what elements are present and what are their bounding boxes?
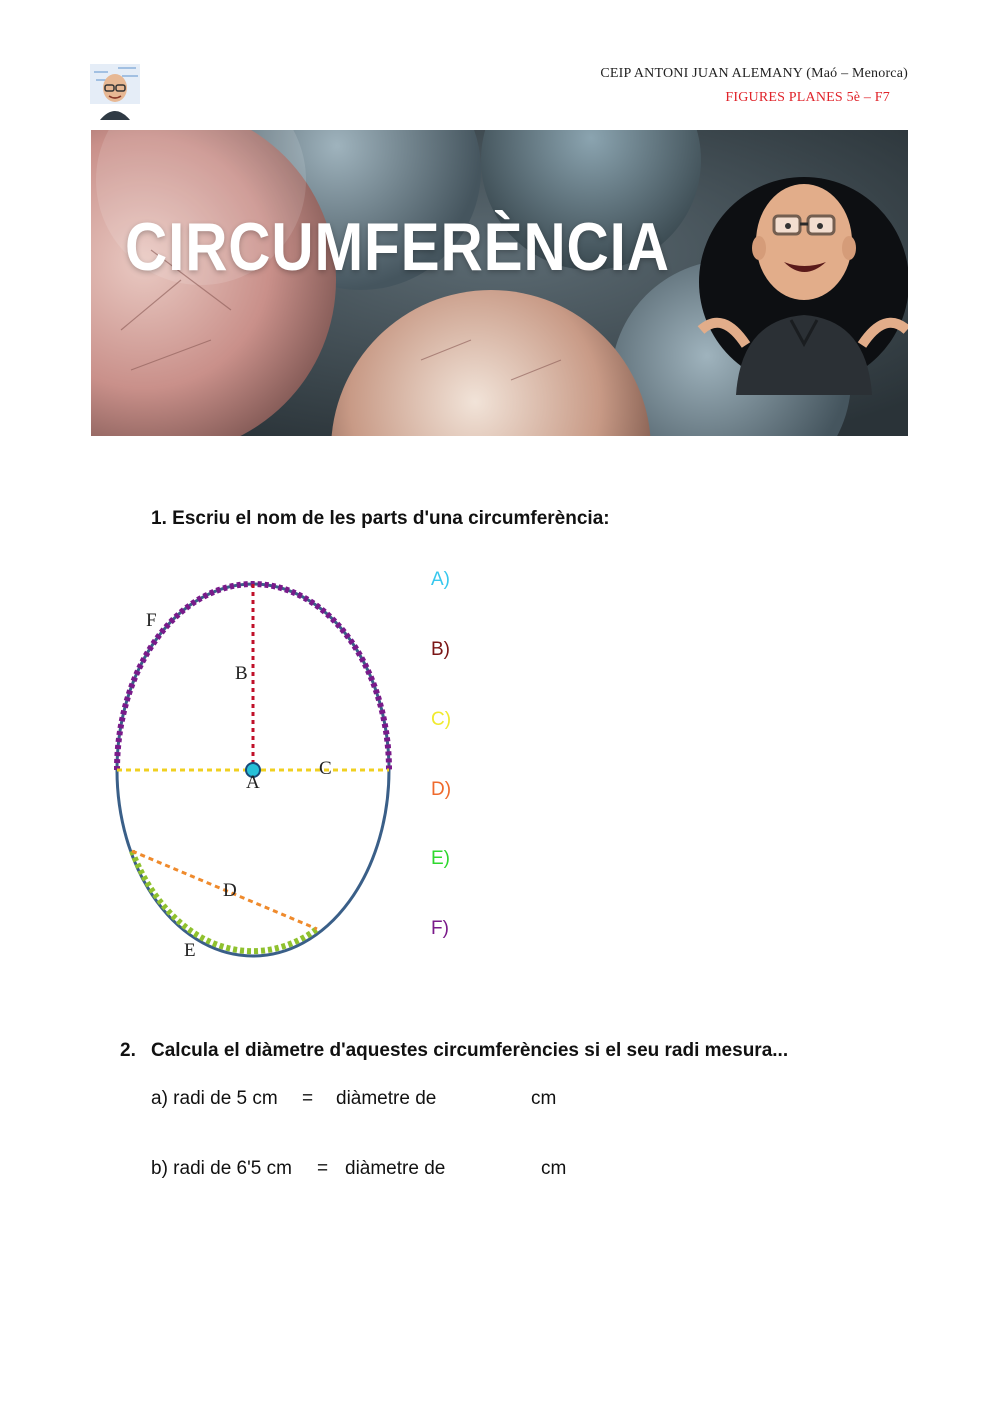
answer-d[interactable]: D): [431, 779, 452, 800]
label-d: D: [223, 880, 237, 901]
question-1-number: 1.: [151, 508, 167, 529]
label-a: A: [246, 772, 260, 793]
equals-sign-a: =: [302, 1088, 314, 1109]
unit-a: cm: [531, 1088, 557, 1109]
unit-b: cm: [541, 1158, 567, 1179]
label-c: C: [319, 758, 332, 779]
answer-e[interactable]: E): [431, 848, 450, 869]
question-1: [151, 508, 610, 530]
title-banner: [91, 130, 908, 436]
label-e: E: [184, 940, 196, 961]
answer-a[interactable]: A): [431, 569, 450, 590]
school-header: [600, 62, 908, 110]
question-2-number: 2.: [120, 1040, 136, 1061]
equals-sign-b: =: [317, 1158, 329, 1179]
answer-f[interactable]: F): [431, 918, 449, 939]
diameter-text-a: diàmetre de: [336, 1088, 437, 1109]
school-logo: [88, 58, 144, 122]
circle-parts-diagram: [105, 565, 405, 970]
question-2: [120, 1040, 788, 1062]
banner-title: CIRCUMFERÈNCIA: [125, 209, 670, 285]
radius-text-a: a) radi de 5 cm: [151, 1088, 278, 1109]
label-f: F: [146, 610, 157, 631]
school-name: CEIP ANTONI JUAN ALEMANY (Maó – Menorca): [600, 66, 908, 81]
worksheet-code: FIGURES PLANES 5è – F7: [725, 90, 890, 105]
diameter-text-b: diàmetre de: [345, 1158, 446, 1179]
answer-c[interactable]: C): [431, 709, 452, 730]
question-1-prompt: Escriu el nom de les parts d'una circumferència:: [172, 508, 610, 529]
radius-text-b: b) radi de 6'5 cm: [151, 1158, 292, 1179]
arc-e: [132, 851, 317, 951]
label-b: B: [235, 663, 248, 684]
answer-b[interactable]: B): [431, 639, 450, 660]
question-2-prompt: Calcula el diàmetre d'aquestes circumferències si el seu radi mesura...: [151, 1040, 789, 1061]
